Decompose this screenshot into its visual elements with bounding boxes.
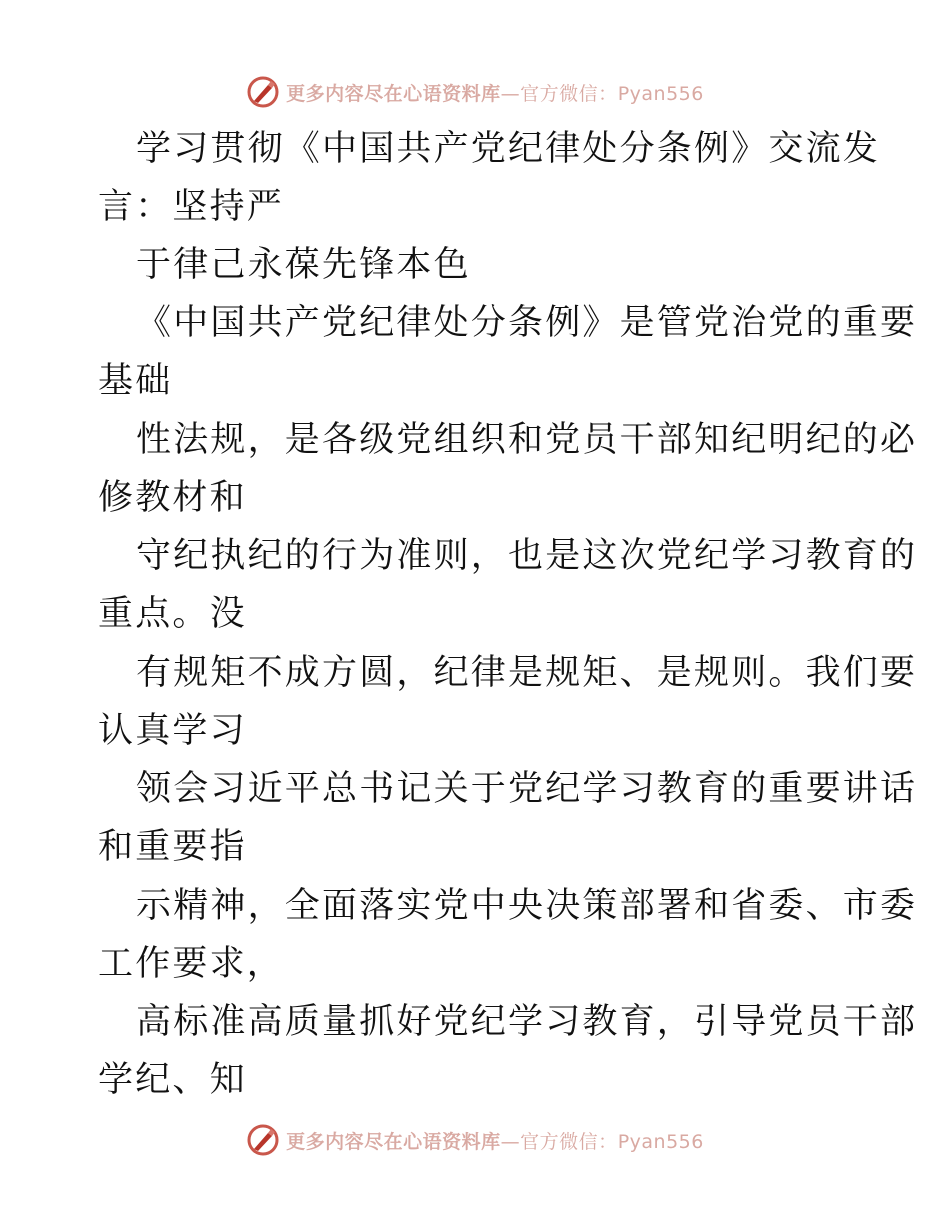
text-line: 高标准高质量抓好党纪学习教育，引导党员干部	[136, 1002, 918, 1042]
text-line: 有规矩不成方圆，纪律是规矩、是规则。我们要	[136, 653, 918, 693]
text-line: 工作要求，	[98, 944, 285, 984]
text-line: 学习贯彻《中国共产党纪律处分条例》交流发	[136, 129, 881, 169]
text-line: 示精神，全面落实党中央决策部署和省委、市委	[136, 886, 918, 926]
text-line: 和重要指	[98, 827, 247, 867]
pen-circle-logo-icon	[246, 1123, 280, 1157]
watermark-text: 更多内容尽在心语资料库—官方微信：Pyan556	[286, 1130, 704, 1153]
footer-watermark	[0, 1120, 950, 1160]
text-line: 基础	[98, 361, 173, 401]
text-line: 性法规，是各级党组织和党员干部知纪明纪的必	[136, 420, 918, 460]
header-watermark	[0, 72, 950, 112]
text-line: 《中国共产党纪律处分条例》是管党治党的重要	[136, 303, 918, 343]
text-line: 学纪、知	[98, 1060, 247, 1100]
text-line: 于律己永葆先锋本色	[136, 245, 471, 285]
text-line: 认真学习	[98, 711, 247, 751]
text-line: 守纪执纪的行为准则，也是这次党纪学习教育的	[136, 536, 918, 576]
pen-circle-logo-icon	[246, 75, 280, 109]
watermark-text: 更多内容尽在心语资料库—官方微信：Pyan556	[286, 82, 704, 105]
text-line: 修教材和	[98, 478, 247, 518]
text-line: 重点。没	[98, 594, 247, 634]
text-line: 言：坚持严	[98, 187, 285, 227]
text-line: 领会习近平总书记关于党纪学习教育的重要讲话	[136, 769, 918, 809]
